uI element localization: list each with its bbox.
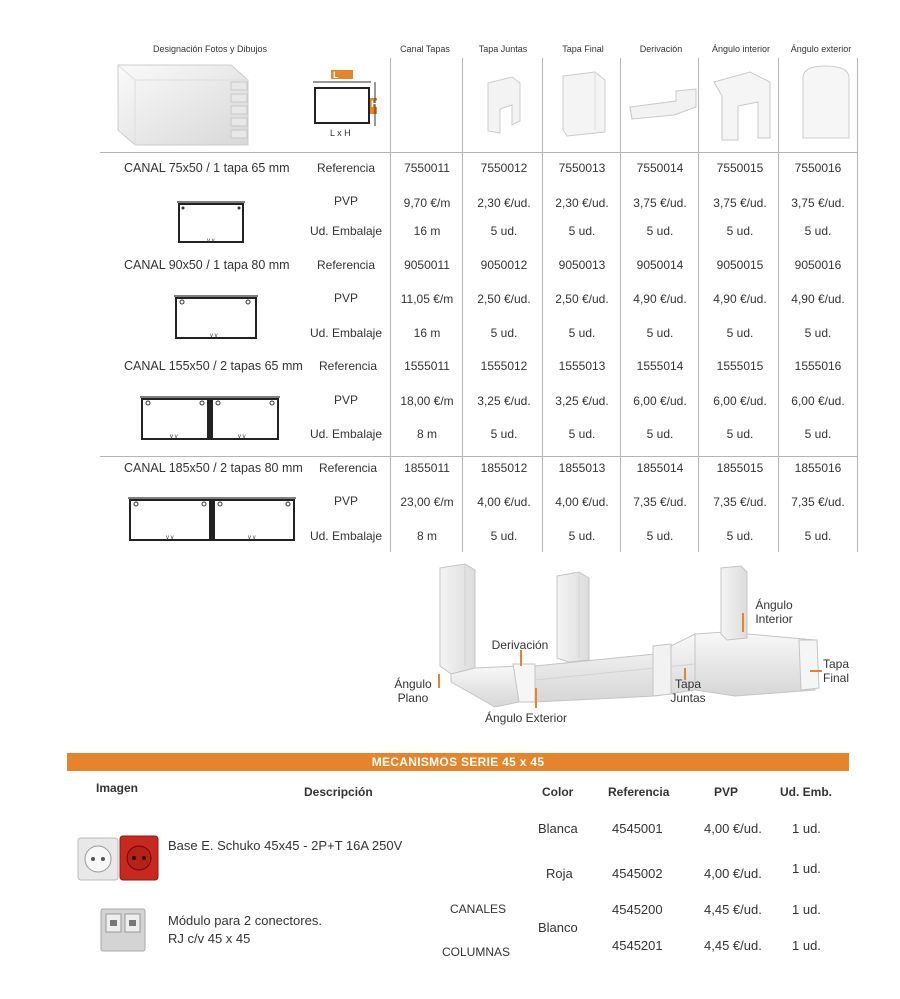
- pvp-cell: 4,90 €/ud.: [791, 292, 845, 306]
- ref-cell: 1855011: [404, 461, 450, 475]
- ud-cell: 5 ud.: [646, 427, 674, 441]
- pvp-cell: 7,35 €/ud.: [791, 495, 845, 509]
- label-tapa-juntas: Tapa Juntas: [670, 677, 706, 705]
- canal-name: CANAL 90x50 / 1 tapa 80 mm: [124, 258, 290, 272]
- pvp-cell: 23,00 €/m: [400, 495, 454, 509]
- pvp-cell: 11,05 €/m: [400, 292, 454, 306]
- pvp-cell: 2,30 €/ud.: [477, 196, 531, 210]
- tapa-juntas-image: [480, 75, 525, 140]
- row-label-ref: Referencia: [318, 461, 378, 475]
- item-color: Blanca: [538, 821, 578, 836]
- label-angulo-interior: Ángulo Interior: [755, 598, 793, 626]
- pvp-cell: 18,00 €/m: [400, 394, 454, 408]
- item-description: Base E. Schuko 45x45 - 2P+T 16A 250V: [168, 838, 403, 853]
- dim-label-l: L: [333, 70, 339, 80]
- pvp-cell: 4,00 €/ud.: [477, 495, 531, 509]
- svg-text:v v: v v: [238, 434, 246, 440]
- row-label-ud: Ud. Embalaje: [309, 529, 383, 543]
- row-label-pvp: PVP: [333, 494, 358, 508]
- item-ref: 4545200: [612, 902, 663, 917]
- mec-header-referencia: Referencia: [608, 785, 670, 799]
- item-ud: 1 ud.: [792, 902, 821, 917]
- item-ref: 4545002: [612, 866, 663, 881]
- pvp-cell: 3,75 €/ud.: [713, 196, 767, 210]
- label-tapa-final: Tapa Final: [822, 657, 850, 685]
- row-label-ref: Referencia: [316, 161, 376, 175]
- ref-cell: 1855013: [558, 461, 606, 475]
- pvp-cell: 3,75 €/ud.: [633, 196, 687, 210]
- canal-155x50-drawing: [138, 391, 283, 443]
- ref-cell: 1855015: [716, 461, 764, 475]
- row-label-ud: Ud. Embalaje: [309, 427, 383, 441]
- ud-cell: 8 m: [416, 427, 437, 441]
- header-angulo-interior: Ángulo interior: [711, 44, 771, 54]
- row-label-ud: Ud. Embalaje: [309, 224, 383, 238]
- pvp-cell: 2,30 €/ud.: [555, 196, 609, 210]
- ud-cell: 5 ud.: [568, 224, 596, 238]
- pvp-cell: 7,35 €/ud.: [633, 495, 687, 509]
- header-designacion: Designación Fotos y Dibujos: [152, 44, 268, 54]
- item-ref: 4545201: [612, 938, 663, 953]
- ud-cell: 16 m: [413, 224, 441, 238]
- ud-cell: 8 m: [416, 529, 437, 543]
- item-ref: 4545001: [612, 821, 663, 836]
- rj-module-image: [100, 908, 146, 952]
- angulo-exterior-image: [797, 62, 855, 144]
- svg-text:v v: v v: [166, 535, 174, 541]
- item-tipo: COLUMNAS: [442, 945, 511, 959]
- pvp-cell: 7,35 €/ud.: [713, 495, 767, 509]
- dim-label-h: H: [371, 99, 378, 109]
- svg-text:v v: v v: [248, 535, 256, 541]
- pvp-cell: 6,00 €/ud.: [791, 394, 845, 408]
- mec-header-descripcion: Descripción: [304, 785, 373, 799]
- row-label-ref: Referencia: [316, 258, 376, 272]
- ud-cell: 5 ud.: [568, 427, 596, 441]
- pvp-cell: 2,50 €/ud.: [477, 292, 531, 306]
- item-pvp: 4,00 €/ud.: [704, 821, 762, 836]
- ud-cell: 5 ud.: [726, 224, 754, 238]
- label-derivacion: Derivación: [491, 638, 549, 652]
- tapa-final-image: [555, 70, 610, 142]
- mec-header-imagen: Imagen: [96, 781, 139, 795]
- ref-cell: 1855014: [636, 461, 684, 475]
- item-ud: 1 ud.: [792, 861, 821, 876]
- canal-90x50-drawing: [172, 290, 262, 342]
- row-label-pvp: PVP: [333, 194, 358, 208]
- ud-cell: 5 ud.: [568, 529, 596, 543]
- mec-header-pvp: PVP: [714, 785, 739, 799]
- ud-cell: 5 ud.: [804, 326, 832, 340]
- label-angulo-plano: Ángulo Plano: [394, 677, 432, 705]
- ref-cell: 7550011: [404, 161, 450, 175]
- angulo-interior-image: [710, 68, 775, 143]
- ref-cell: 1855016: [794, 461, 842, 475]
- header-tapa-final: Tapa Final: [562, 44, 604, 54]
- ud-cell: 5 ud.: [726, 427, 754, 441]
- ref-cell: 9050013: [558, 258, 606, 272]
- ref-cell: 1555012: [480, 359, 528, 373]
- pvp-cell: 6,00 €/ud.: [713, 394, 767, 408]
- pvp-cell: 9,70 €/m: [403, 196, 451, 210]
- item-description-line2: RJ c/v 45 x 45: [168, 931, 251, 946]
- assembly-illustration: [435, 562, 820, 712]
- ref-cell: 7550012: [480, 161, 528, 175]
- canal-75x50-drawing: [175, 196, 250, 246]
- ud-cell: 5 ud.: [804, 224, 832, 238]
- row-label-ud: Ud. Embalaje: [309, 326, 383, 340]
- canal-name: CANAL 155x50 / 2 tapas 65 mm: [124, 359, 303, 373]
- ud-cell: 5 ud.: [490, 326, 518, 340]
- svg-text:v v: v v: [170, 434, 178, 440]
- pvp-cell: 6,00 €/ud.: [633, 394, 687, 408]
- item-pvp: 4,45 €/ud.: [704, 938, 762, 953]
- item-color: Blanco: [538, 920, 578, 935]
- header-angulo-exterior: Ángulo exterior: [790, 44, 852, 54]
- derivacion-image: [626, 85, 701, 125]
- header-tapa-juntas: Tapa Juntas: [478, 44, 528, 54]
- ud-cell: 5 ud.: [568, 326, 596, 340]
- item-ud: 1 ud.: [792, 821, 821, 836]
- header-canal-tapas: Canal Tapas: [400, 44, 450, 54]
- canal-name: CANAL 185x50 / 2 tapas 80 mm: [124, 461, 303, 475]
- ref-cell: 1855012: [480, 461, 528, 475]
- ud-cell: 5 ud.: [804, 427, 832, 441]
- item-description: Módulo para 2 conectores.: [168, 913, 322, 928]
- header-derivacion: Derivación: [639, 44, 683, 54]
- ref-cell: 9050012: [480, 258, 528, 272]
- item-pvp: 4,00 €/ud.: [704, 866, 762, 881]
- ref-cell: 9050015: [716, 258, 764, 272]
- pvp-cell: 3,75 €/ud.: [791, 196, 845, 210]
- ud-cell: 5 ud.: [646, 224, 674, 238]
- ud-cell: 5 ud.: [490, 224, 518, 238]
- pvp-cell: 3,25 €/ud.: [477, 394, 531, 408]
- canal-photo: [113, 60, 253, 150]
- pvp-cell: 4,90 €/ud.: [713, 292, 767, 306]
- canal-185x50-drawing: [126, 492, 298, 544]
- item-tipo: CANALES: [450, 902, 507, 916]
- label-angulo-exterior: Ángulo Exterior: [484, 711, 568, 725]
- ref-cell: 7550016: [794, 161, 842, 175]
- schuko-socket-image: [76, 834, 160, 886]
- ud-cell: 5 ud.: [646, 529, 674, 543]
- ref-cell: 1555011: [404, 359, 450, 373]
- ref-cell: 9050011: [404, 258, 450, 272]
- item-pvp: 4,45 €/ud.: [704, 902, 762, 917]
- ud-cell: 5 ud.: [646, 326, 674, 340]
- item-color: Roja: [546, 866, 573, 881]
- ud-cell: 16 m: [413, 326, 441, 340]
- ref-cell: 1555015: [716, 359, 764, 373]
- ref-cell: 7550014: [636, 161, 684, 175]
- item-ud: 1 ud.: [792, 938, 821, 953]
- ref-cell: 9050014: [636, 258, 684, 272]
- pvp-cell: 2,50 €/ud.: [555, 292, 609, 306]
- row-label-ref: Referencia: [318, 359, 378, 373]
- ud-cell: 5 ud.: [726, 529, 754, 543]
- pvp-cell: 4,00 €/ud.: [555, 495, 609, 509]
- mecanismos-banner: MECANISMOS SERIE 45 x 45: [67, 753, 849, 771]
- ref-cell: 7550013: [558, 161, 606, 175]
- ud-cell: 5 ud.: [804, 529, 832, 543]
- ud-cell: 5 ud.: [490, 427, 518, 441]
- ref-cell: 1555014: [636, 359, 684, 373]
- row-label-pvp: PVP: [333, 291, 358, 305]
- pvp-cell: 4,90 €/ud.: [633, 292, 687, 306]
- ud-cell: 5 ud.: [726, 326, 754, 340]
- svg-text:v v: v v: [210, 333, 218, 339]
- canal-name: CANAL 75x50 / 1 tapa 65 mm: [124, 161, 290, 175]
- svg-text:v v: v v: [207, 238, 215, 244]
- dim-label-lxh: L x H: [330, 128, 351, 138]
- ref-cell: 7550015: [716, 161, 764, 175]
- ud-cell: 5 ud.: [490, 529, 518, 543]
- ref-cell: 1555013: [558, 359, 606, 373]
- pvp-cell: 3,25 €/ud.: [555, 394, 609, 408]
- ref-cell: 1555016: [794, 359, 842, 373]
- ref-cell: 9050016: [794, 258, 842, 272]
- mec-header-color: Color: [542, 785, 574, 799]
- row-label-pvp: PVP: [333, 393, 358, 407]
- mec-header-ud: Ud. Emb.: [780, 785, 833, 799]
